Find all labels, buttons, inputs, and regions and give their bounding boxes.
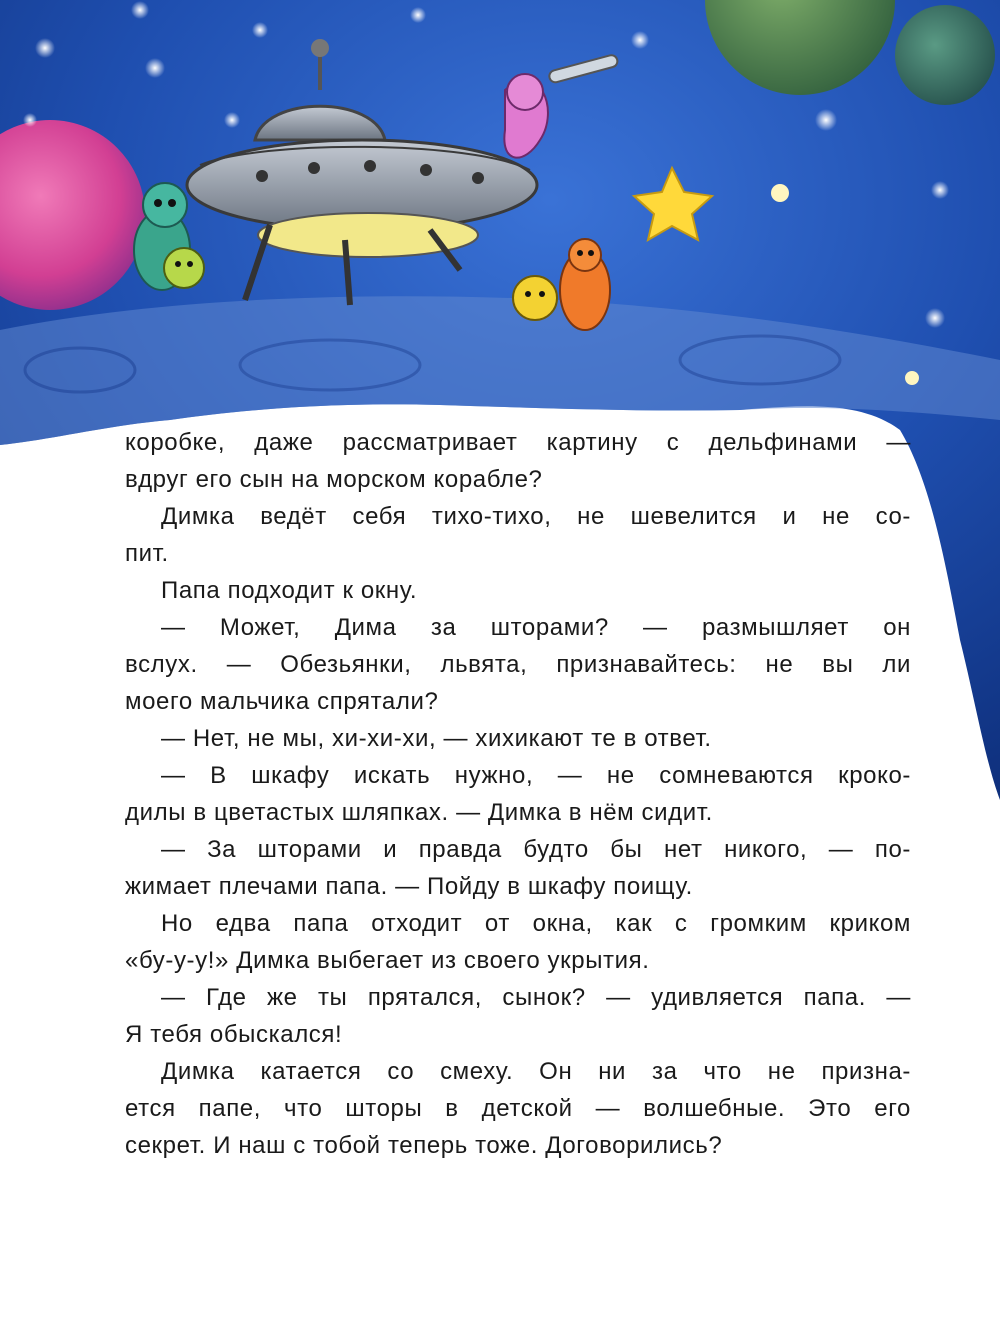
- star: [35, 38, 55, 58]
- star: [815, 109, 837, 131]
- text-line: Димка катается со смеху. Он ни за что не призна-: [161, 1058, 911, 1085]
- text-line: секрет. И наш с тобой теперь тоже. Договорились?: [125, 1132, 723, 1159]
- star: [23, 113, 37, 127]
- text-line: коробке, даже рассматривает картину с дельфинами —: [125, 429, 911, 456]
- text-line: пит.: [125, 540, 169, 567]
- text-line: вслух. — Обезьянки, львята, признавайтесь: не вы ли: [125, 651, 911, 678]
- text-line: Димка ведёт себя тихо-тихо, не шевелится и не со-: [161, 503, 911, 530]
- text-line: — В шкафу искать нужно, — не сомневаются кроко-: [161, 762, 911, 789]
- text-line: ется папе, что шторы в детской — волшебные. Это его: [125, 1095, 911, 1122]
- text-line: — За шторами и правда будто бы нет никого, — по-: [161, 836, 911, 863]
- teal-planet: [895, 5, 995, 105]
- text-line: вдруг его сын на морском корабле?: [125, 466, 543, 493]
- text-line: Папа подходит к окну.: [161, 577, 418, 604]
- star: [224, 112, 240, 128]
- star: [145, 58, 165, 78]
- text-line: — Где же ты прятался, сынок? — удивляется папа. —: [161, 984, 911, 1011]
- star: [931, 181, 949, 199]
- small-yellow-alien-icon: [513, 276, 557, 320]
- star: [252, 22, 268, 38]
- text-line: — Нет, не мы, хи-хи-хи, — хихикают те в ответ.: [161, 725, 712, 752]
- star: [771, 184, 789, 202]
- star: [925, 308, 945, 328]
- text-line: моего мальчика спрятали?: [125, 688, 439, 715]
- text-line: Но едва папа отходит от окна, как с громким криком: [161, 910, 911, 937]
- yellow-alien-icon: [164, 248, 204, 288]
- text-line: дилы в цветастых шляпках. — Димка в нём сидит.: [125, 799, 713, 826]
- star: [631, 31, 649, 49]
- star: [905, 371, 919, 385]
- text-line: Я тебя обыскался!: [125, 1021, 343, 1048]
- story-text: [125, 424, 911, 1164]
- star: [131, 1, 149, 19]
- text-line: «бу-у-у!» Димка выбегает из своего укрытия.: [125, 947, 650, 974]
- star: [410, 7, 426, 23]
- text-line: — Может, Дима за шторами? — размышляет он: [161, 614, 911, 641]
- text-line: жимает плечами папа. — Пойду в шкафу поищу.: [125, 873, 693, 900]
